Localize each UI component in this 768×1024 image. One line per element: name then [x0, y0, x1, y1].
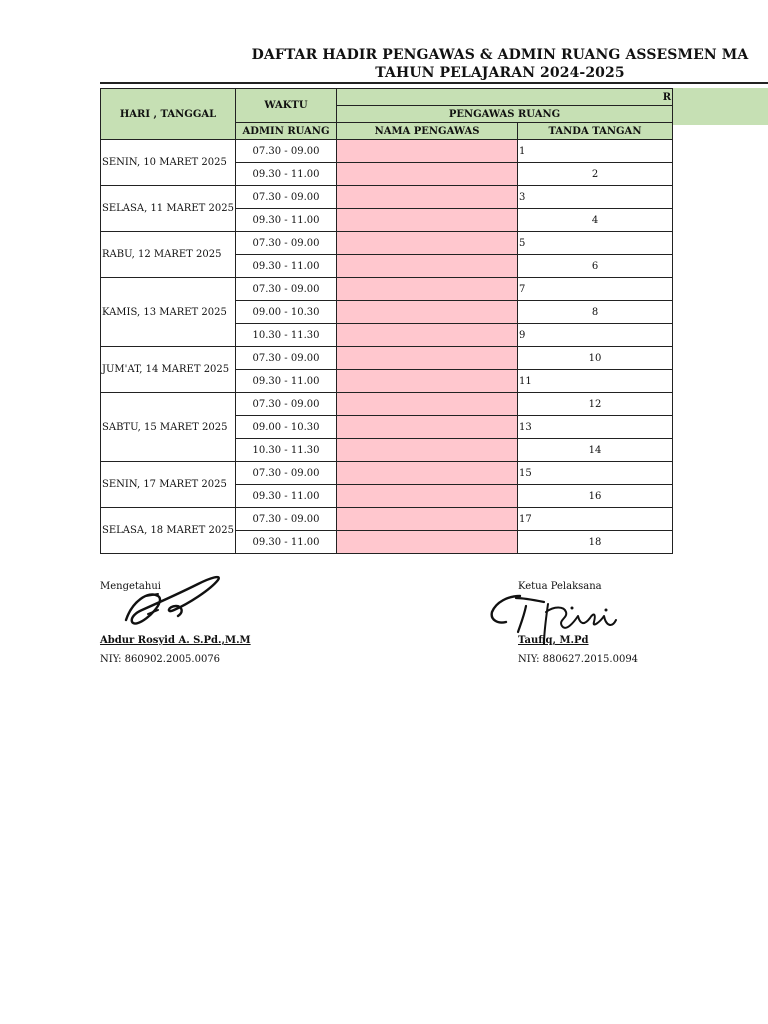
left-signatory-name: Abdur Rosyid A. S.Pd.,M.M	[100, 635, 251, 646]
supervisor-name-field[interactable]	[337, 186, 518, 209]
supervisor-name-field[interactable]	[337, 163, 518, 186]
supervisor-name-field[interactable]	[337, 439, 518, 462]
header-hari-tanggal: HARI , TANGGAL	[101, 89, 236, 140]
table-row	[101, 393, 673, 416]
header-nama-pengawas: NAMA PENGAWAS	[337, 123, 518, 140]
right-signatory-name: Taufiq, M.Pd	[518, 635, 589, 646]
signature-cell[interactable]: 17	[518, 508, 673, 531]
supervisor-name-field[interactable]	[337, 255, 518, 278]
time-slot-cell: 07.30 - 09.00	[236, 347, 337, 370]
signature-cell[interactable]: 12	[518, 393, 673, 416]
time-slot-cell: 07.30 - 09.00	[236, 508, 337, 531]
left-signature-image	[118, 570, 228, 632]
header-overflow-fill	[672, 88, 768, 125]
signature-cell[interactable]: 8	[518, 301, 673, 324]
time-slot-cell: 09.30 - 11.00	[236, 531, 337, 554]
time-slot-cell: 07.30 - 09.00	[236, 186, 337, 209]
supervisor-name-field[interactable]	[337, 232, 518, 255]
signature-cell[interactable]: 1	[518, 140, 673, 163]
document-subtitle: TAHUN PELAJARAN 2024-2025	[375, 65, 625, 81]
table-row	[101, 508, 673, 531]
header-waktu: WAKTU	[236, 89, 337, 123]
signature-cell[interactable]: 14	[518, 439, 673, 462]
right-signatory-niy: NIY: 880627.2015.0094	[518, 654, 639, 665]
signature-cell[interactable]: 4	[518, 209, 673, 232]
signature-cell[interactable]: 18	[518, 531, 673, 554]
header-tanda-tangan: TANDA TANGAN	[518, 123, 673, 140]
time-slot-cell: 09.30 - 11.00	[236, 209, 337, 232]
signature-cell[interactable]: 7	[518, 278, 673, 301]
time-slot-cell: 07.30 - 09.00	[236, 278, 337, 301]
time-slot-cell: 09.30 - 11.00	[236, 370, 337, 393]
attendance-body	[101, 140, 673, 554]
supervisor-name-field[interactable]	[337, 209, 518, 232]
signature-cell[interactable]: 3	[518, 186, 673, 209]
attendance-table	[100, 88, 673, 554]
time-slot-cell: 10.30 - 11.30	[236, 439, 337, 462]
signature-cell[interactable]: 11	[518, 370, 673, 393]
header-admin-ruang: ADMIN RUANG	[236, 123, 337, 140]
supervisor-name-field[interactable]	[337, 140, 518, 163]
table-row	[101, 140, 673, 163]
signature-cell[interactable]: 9	[518, 324, 673, 347]
table-row	[101, 462, 673, 485]
day-date-cell: KAMIS, 13 MARET 2025	[101, 278, 236, 347]
supervisor-name-field[interactable]	[337, 485, 518, 508]
time-slot-cell: 07.30 - 09.00	[236, 393, 337, 416]
signature-cell[interactable]: 2	[518, 163, 673, 186]
time-slot-cell: 10.30 - 11.30	[236, 324, 337, 347]
time-slot-cell: 07.30 - 09.00	[236, 232, 337, 255]
signature-cell[interactable]: 5	[518, 232, 673, 255]
day-date-cell: SABTU, 15 MARET 2025	[101, 393, 236, 462]
supervisor-name-field[interactable]	[337, 370, 518, 393]
day-date-cell: SELASA, 18 MARET 2025	[101, 508, 236, 554]
table-row	[101, 232, 673, 255]
supervisor-name-field[interactable]	[337, 531, 518, 554]
day-date-cell: SENIN, 17 MARET 2025	[101, 462, 236, 508]
supervisor-name-field[interactable]	[337, 278, 518, 301]
document-title: DAFTAR HADIR PENGAWAS & ADMIN RUANG ASSESMEN MA	[251, 47, 749, 63]
header-pengawas-ruang: PENGAWAS RUANG	[337, 106, 673, 123]
supervisor-name-field[interactable]	[337, 462, 518, 485]
signature-cell[interactable]: 15	[518, 462, 673, 485]
table-row	[101, 278, 673, 301]
supervisor-name-field[interactable]	[337, 324, 518, 347]
signature-cell[interactable]: 6	[518, 255, 673, 278]
signature-cell[interactable]: 16	[518, 485, 673, 508]
signature-cell[interactable]: 10	[518, 347, 673, 370]
time-slot-cell: 09.30 - 11.00	[236, 163, 337, 186]
supervisor-name-field[interactable]	[337, 508, 518, 531]
time-slot-cell: 09.30 - 11.00	[236, 255, 337, 278]
table-row	[101, 186, 673, 209]
left-signatory-niy: NIY: 860902.2005.0076	[100, 654, 221, 665]
day-date-cell: SENIN, 10 MARET 2025	[101, 140, 236, 186]
time-slot-cell: 09.30 - 11.00	[236, 485, 337, 508]
right-caption: Ketua Pelaksana	[518, 581, 602, 592]
signature-cell[interactable]: 13	[518, 416, 673, 439]
time-slot-cell: 09.00 - 10.30	[236, 416, 337, 439]
day-date-cell: JUM'AT, 14 MARET 2025	[101, 347, 236, 393]
right-signature-image	[488, 592, 624, 656]
supervisor-name-field[interactable]	[337, 393, 518, 416]
supervisor-name-field[interactable]	[337, 416, 518, 439]
supervisor-name-field[interactable]	[337, 347, 518, 370]
left-caption: Mengetahui	[100, 581, 161, 592]
day-date-cell: RABU, 12 MARET 2025	[101, 232, 236, 278]
title-underline	[100, 82, 768, 84]
day-date-cell: SELASA, 11 MARET 2025	[101, 186, 236, 232]
time-slot-cell: 07.30 - 09.00	[236, 462, 337, 485]
supervisor-name-field[interactable]	[337, 301, 518, 324]
header-ruang-truncated: R	[337, 89, 673, 106]
time-slot-cell: 09.00 - 10.30	[236, 301, 337, 324]
table-row	[101, 347, 673, 370]
time-slot-cell: 07.30 - 09.00	[236, 140, 337, 163]
